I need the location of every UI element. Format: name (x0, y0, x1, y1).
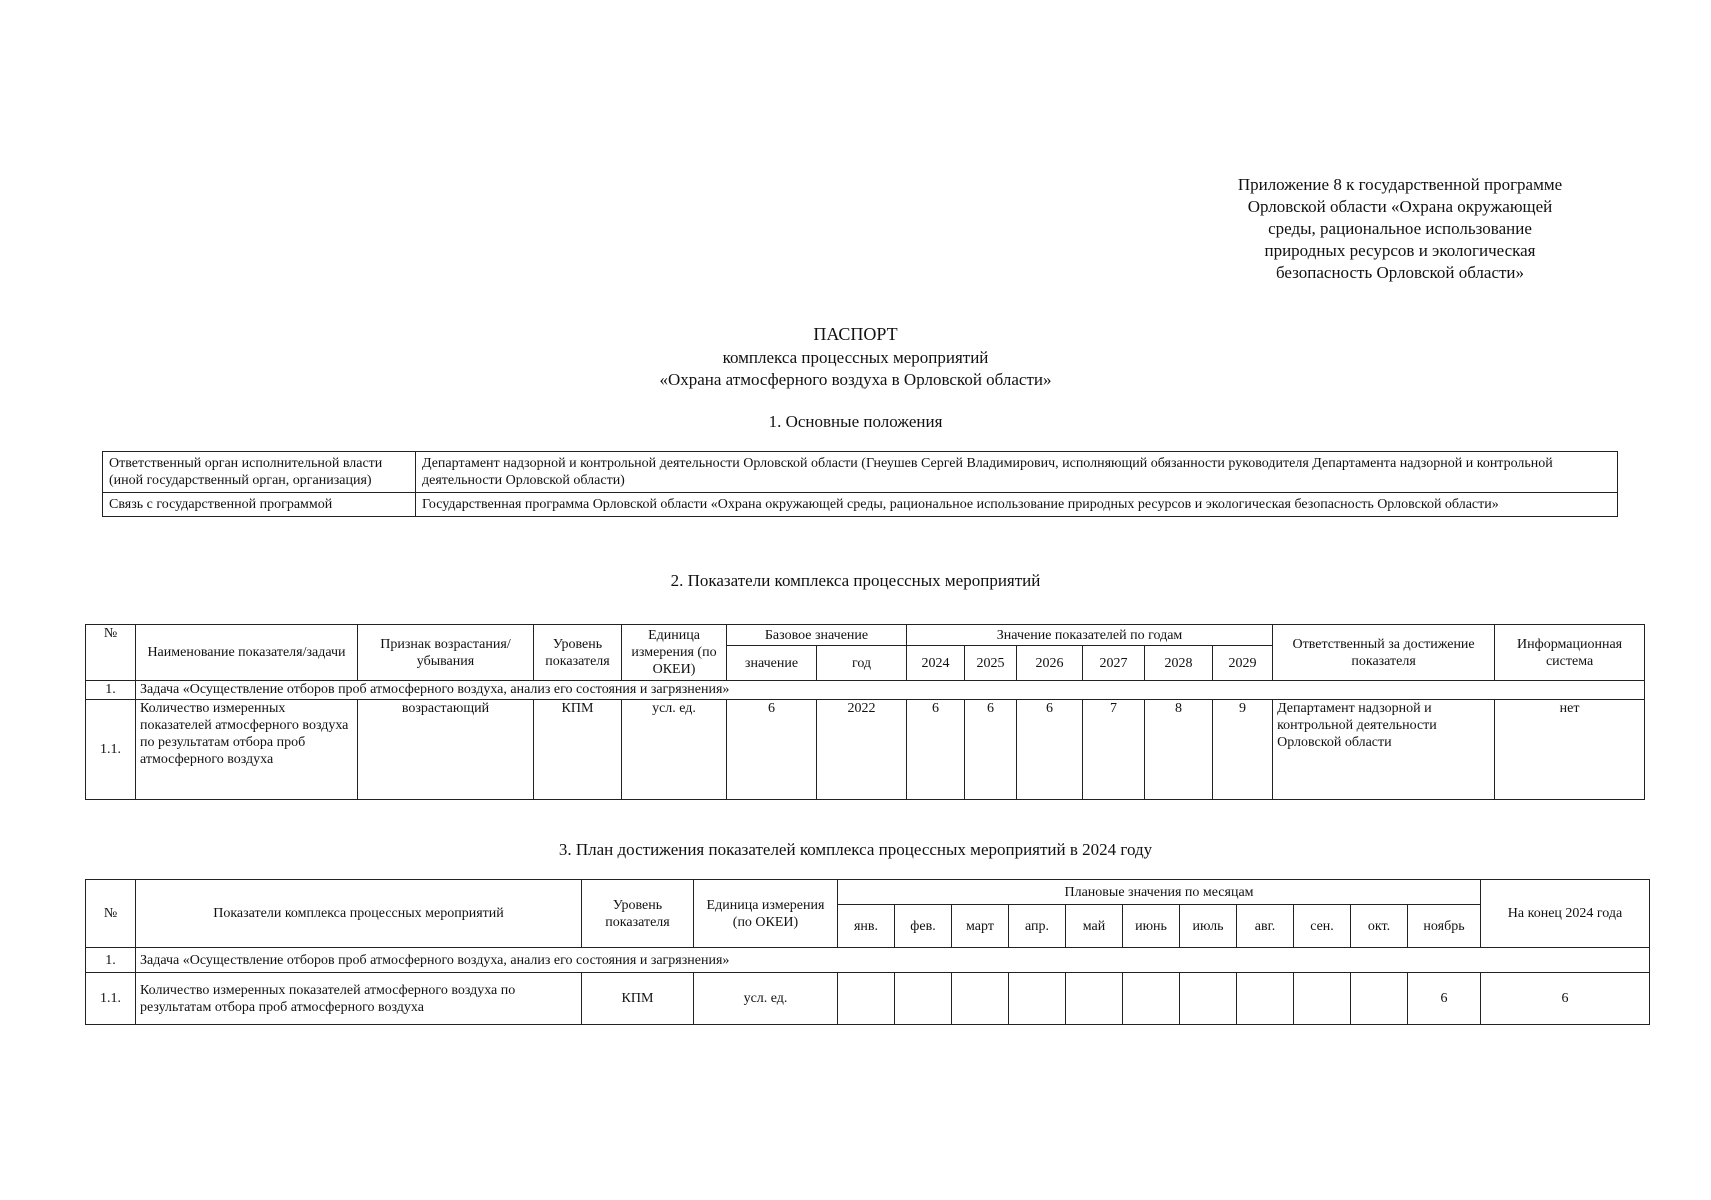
table-row (86, 973, 1650, 1025)
col-months-group: Плановые значения по месяцам (838, 880, 1481, 905)
col-month: окт. (1351, 905, 1408, 948)
col-num: № (86, 625, 136, 681)
col-month: июнь (1123, 905, 1180, 948)
month-value (895, 973, 952, 1025)
row-value: Департамент надзорной и контрольной деятельности Орловской области (Гнеушев Сергей Владимирович, исполняющий обязанности руководителя Департамента надзорной и контрольной деятельности Орловской области) (416, 452, 1618, 493)
col-month: май (1066, 905, 1123, 948)
table-row (103, 493, 1618, 517)
col-unit: Единица измерения (по ОКЕИ) (694, 880, 838, 948)
year-value: 8 (1145, 700, 1213, 800)
col-base-year: год (817, 646, 907, 681)
month-value (1237, 973, 1294, 1025)
end-of-year-value: 6 (1481, 973, 1650, 1025)
indicator-level: КПМ (534, 700, 622, 800)
col-sign: Признак возрастания/убывания (358, 625, 534, 681)
document-title: ПАСПОРТ (813, 324, 898, 344)
document-subtitle: комплекса процессных мероприятий (722, 348, 989, 367)
col-name: Наименование показателя/задачи (136, 625, 358, 681)
annex-line: безопасность Орловской области» (1275, 263, 1525, 282)
col-year: 2026 (1017, 646, 1083, 681)
col-month: март (952, 905, 1009, 948)
col-level: Уровень показателя (534, 625, 622, 681)
annex-note (1190, 174, 1610, 284)
col-year: 2024 (907, 646, 965, 681)
col-month: сен. (1294, 905, 1351, 948)
col-end-of-year: На конец 2024 года (1481, 880, 1650, 948)
task-text: Задача «Осуществление отборов проб атмосферного воздуха, анализ его состояния и загрязнения» (136, 681, 1645, 700)
document-subtitle-name: «Охрана атмосферного воздуха в Орловской области» (659, 370, 1052, 389)
col-year: 2029 (1213, 646, 1273, 681)
row-value: Государственная программа Орловской области «Охрана окружающей среды, рациональное использование природных ресурсов и экологическая безопасность Орловской области» (416, 493, 1618, 517)
annex-line: Орловской области «Охрана окружающей (1247, 197, 1553, 216)
col-month: янв. (838, 905, 895, 948)
year-value: 7 (1083, 700, 1145, 800)
row-num: 1.1. (86, 973, 136, 1025)
annex-line: природных ресурсов и экологическая (1264, 241, 1536, 260)
annex-line: Приложение 8 к государственной программе (1237, 175, 1563, 194)
basic-provisions-table (102, 451, 1618, 517)
col-num: № (86, 880, 136, 948)
table-row (86, 700, 1645, 800)
col-years-group: Значение показателей по годам (907, 625, 1273, 646)
indicator-name: Количество измеренных показателей атмосферного воздуха по результатам отбора проб атмосферного воздуха (136, 700, 358, 800)
row-num: 1.1. (86, 700, 136, 800)
month-value (1009, 973, 1066, 1025)
task-num: 1. (86, 681, 136, 700)
col-level: Уровень показателя (582, 880, 694, 948)
year-value: 6 (1017, 700, 1083, 800)
col-month: фев. (895, 905, 952, 948)
month-value (1294, 973, 1351, 1025)
section-3-heading: 3. План достижения показателей комплекса процессных мероприятий в 2024 году (558, 840, 1153, 859)
col-month: апр. (1009, 905, 1066, 948)
month-value (1180, 973, 1237, 1025)
year-value: 6 (965, 700, 1017, 800)
indicator-sign: возрастающий (358, 700, 534, 800)
month-value (1351, 973, 1408, 1025)
indicator-unit: усл. ед. (694, 973, 838, 1025)
indicator-name: Количество измеренных показателей атмосферного воздуха по результатам отбора проб атмосферного воздуха (136, 973, 582, 1025)
task-row (86, 948, 1650, 973)
col-year: 2027 (1083, 646, 1145, 681)
task-num: 1. (86, 948, 136, 973)
col-month: ноябрь (1408, 905, 1481, 948)
responsible-body: Департамент надзорной и контрольной деятельности Орловской области (1273, 700, 1495, 800)
col-base-value: значение (727, 646, 817, 681)
month-value (1123, 973, 1180, 1025)
month-value (1066, 973, 1123, 1025)
month-value: 6 (1408, 973, 1481, 1025)
row-label: Ответственный орган исполнительной власти (иной государственный орган, организация) (103, 452, 416, 493)
col-month: июль (1180, 905, 1237, 948)
section-1-heading: 1. Основные положения (768, 412, 943, 431)
year-value: 9 (1213, 700, 1273, 800)
month-value (838, 973, 895, 1025)
row-label: Связь с государственной программой (103, 493, 416, 517)
col-unit: Единица измерения (по ОКЕИ) (622, 625, 727, 681)
year-value: 6 (907, 700, 965, 800)
annex-line: среды, рациональное использование (1268, 219, 1532, 238)
base-value: 6 (727, 700, 817, 800)
col-info-system: Информационная система (1495, 625, 1645, 681)
indicators-table (85, 624, 1645, 800)
col-name: Показатели комплекса процессных мероприятий (136, 880, 582, 948)
month-value (952, 973, 1009, 1025)
section-2-heading: 2. Показатели комплекса процессных мероприятий (670, 571, 1041, 590)
task-text: Задача «Осуществление отборов проб атмосферного воздуха, анализ его состояния и загрязнения» (136, 948, 1650, 973)
col-responsible: Ответственный за достижение показателя (1273, 625, 1495, 681)
col-year: 2025 (965, 646, 1017, 681)
col-base: Базовое значение (727, 625, 907, 646)
table-row (103, 452, 1618, 493)
indicator-unit: усл. ед. (622, 700, 727, 800)
col-year: 2028 (1145, 646, 1213, 681)
info-system: нет (1495, 700, 1645, 800)
indicator-level: КПМ (582, 973, 694, 1025)
col-month: авг. (1237, 905, 1294, 948)
base-year: 2022 (817, 700, 907, 800)
plan-table (85, 879, 1650, 1025)
task-row (86, 681, 1645, 700)
